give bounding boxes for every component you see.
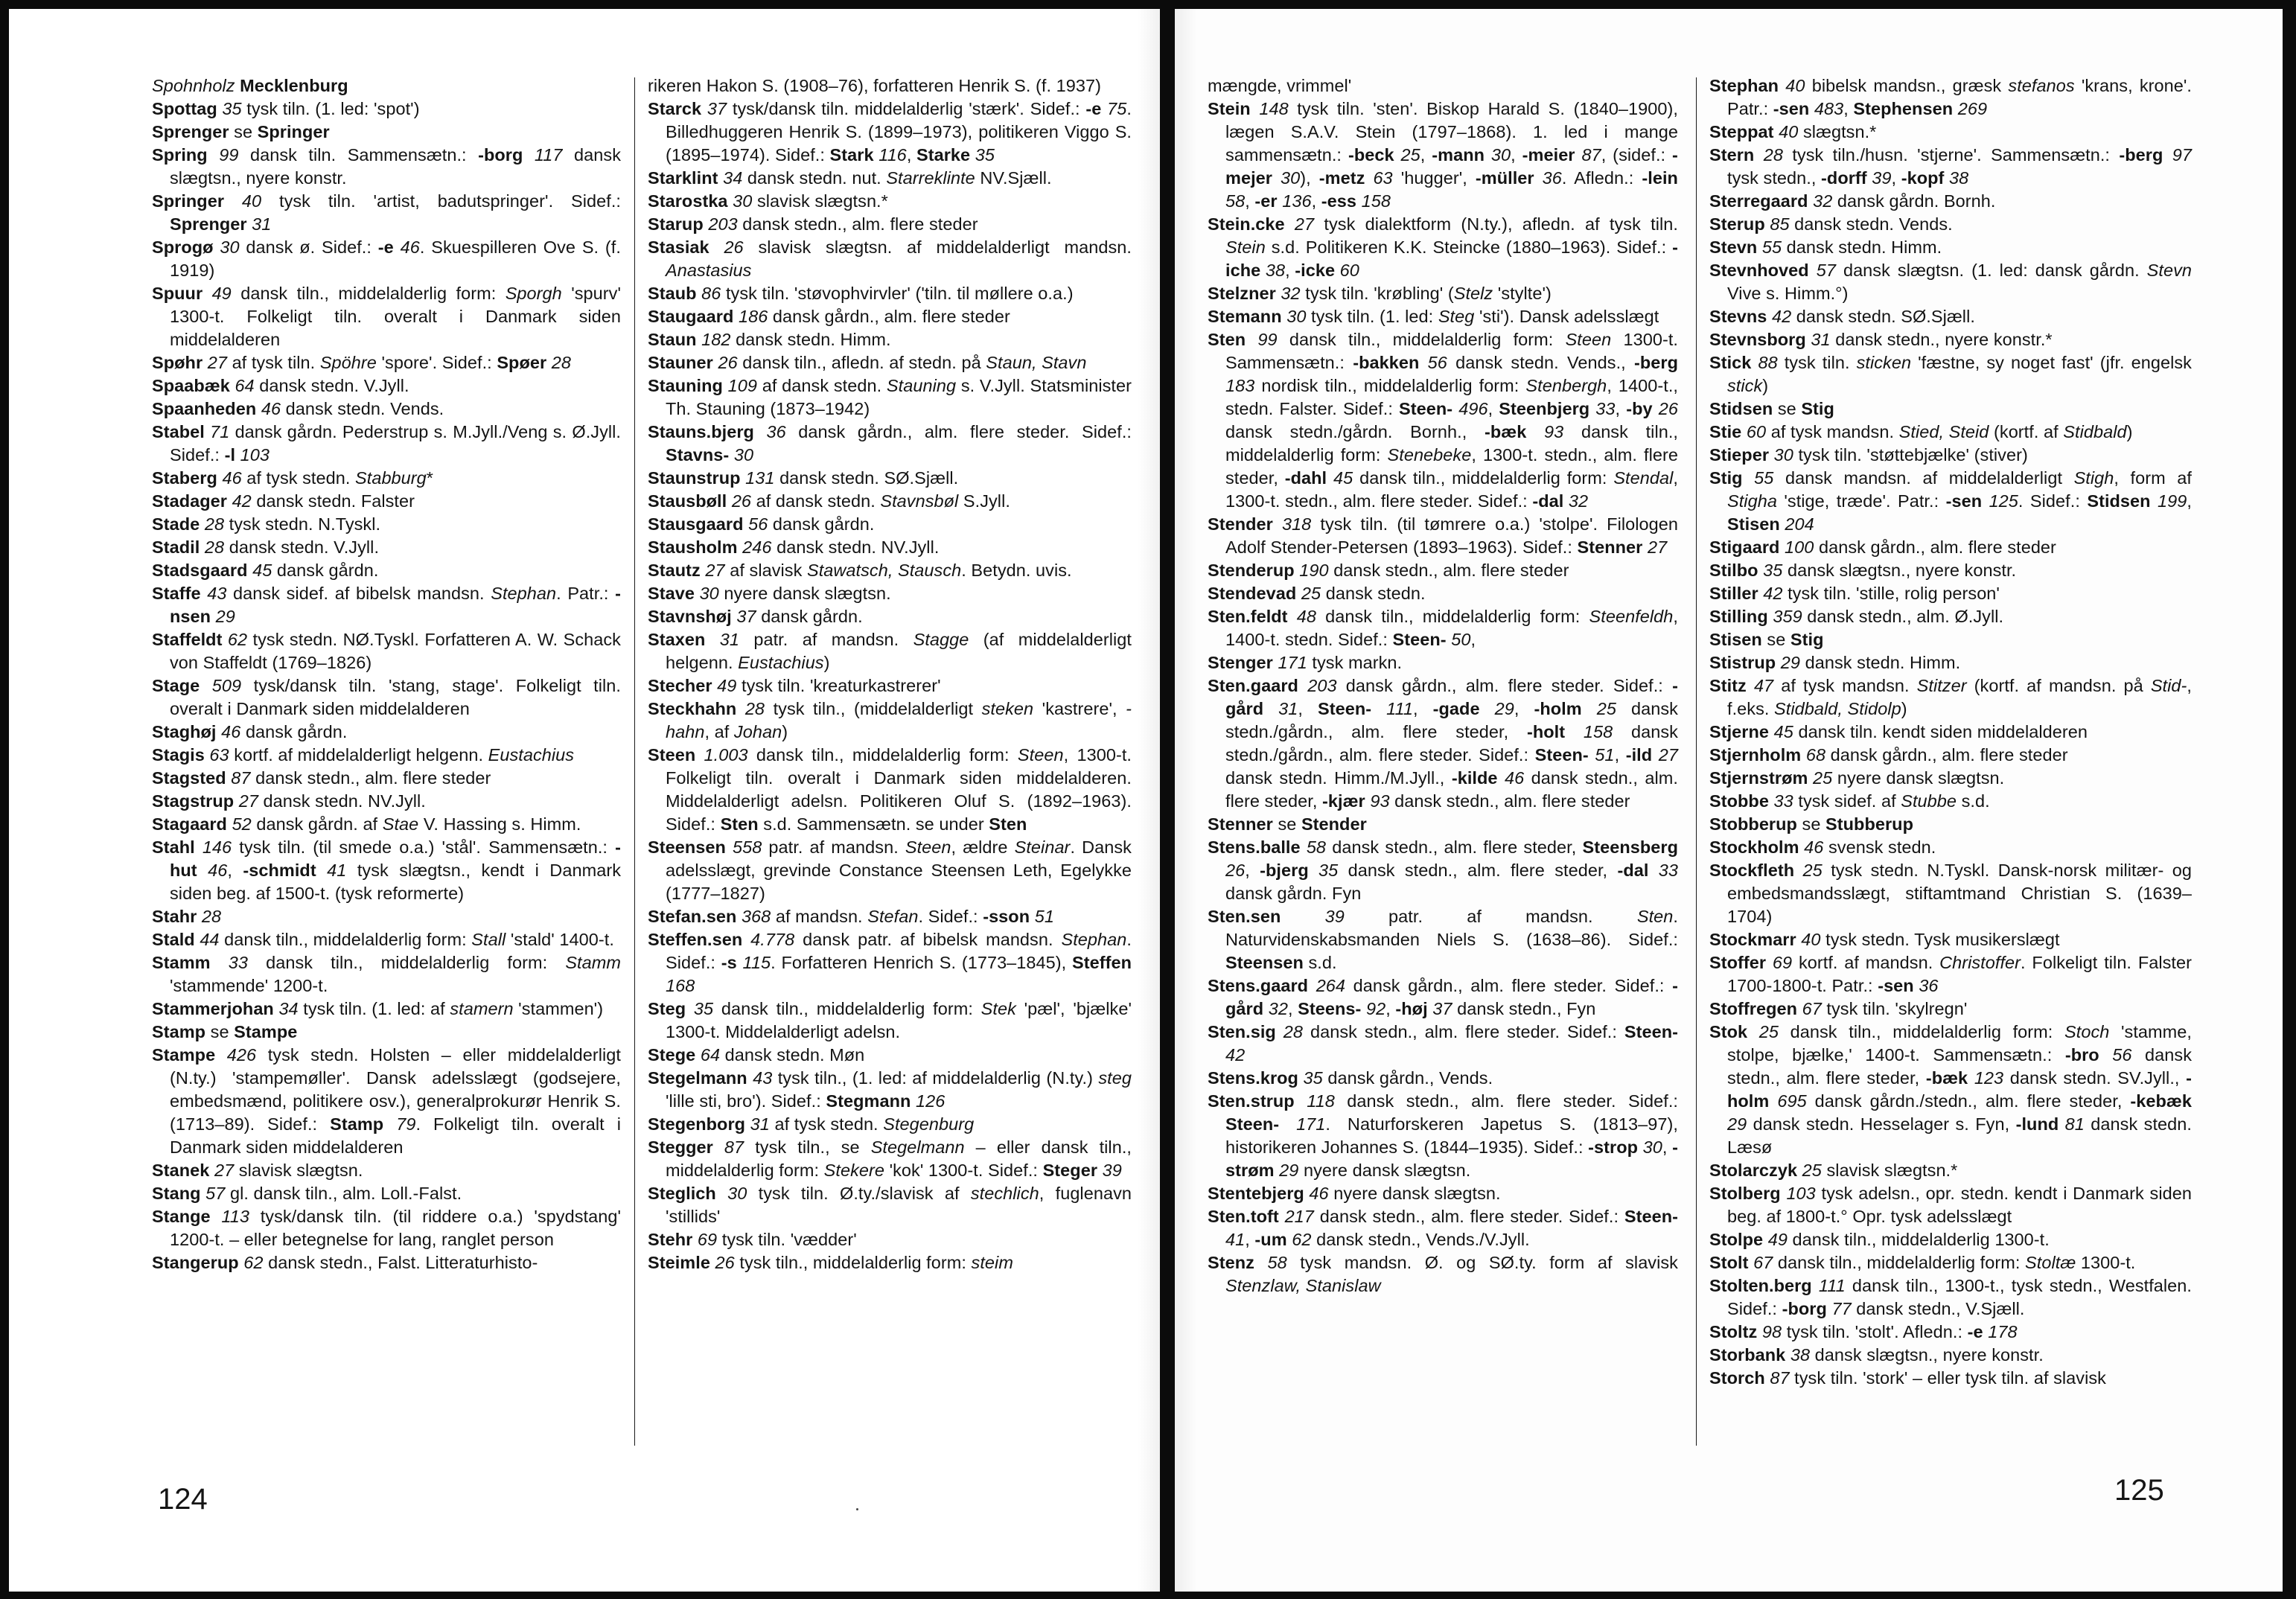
dictionary-entry: Stautz 27 af slavisk Stawatsch, Stausch. Betydn. uvis.	[648, 561, 1072, 580]
dictionary-entry: Stenz 58 tysk mandsn. Ø. og SØ.ty. form af slavisk Stenzlaw, Stanislaw	[1208, 1253, 1678, 1295]
left-column-1	[152, 74, 621, 1274]
dictionary-entry: Stoffer 69 kortf. af mandsn. Christoffer. Folkeligt tiln. Falster 1700-1800-t. Patr.: -sen 36	[1709, 953, 2192, 995]
dictionary-entry: Stevnsborg 31 dansk stedn., nyere konstr.*	[1709, 330, 2053, 349]
dictionary-entry: Stamm 33 dansk tiln., middelalderlig form: Stamm 'stammende' 1200-t.	[152, 953, 621, 995]
dictionary-entry: Staun 182 dansk stedn. Himm.	[648, 330, 891, 349]
dictionary-entry: Sten.strup 118 dansk stedn., alm. flere steder. Sidef.: Steen- 171. Naturforskeren Japetus S. (1813–97), historikeren Johannes S. (1844–1935). Sidef.: -strop 30, -strøm 29 nyere dansk slægtsn.	[1208, 1091, 1678, 1180]
dictionary-entry: Stave 30 nyere dansk slægtsn.	[648, 584, 891, 603]
dictionary-entry: Steimle 26 tysk tiln., middelalderlig form: steim	[648, 1253, 1013, 1272]
dictionary-entry: Stald 44 dansk tiln., middelalderlig form: Stall 'stald' 1400-t.	[152, 930, 614, 949]
dictionary-entry: Staberg 46 af tysk stedn. Stabburg*	[152, 468, 433, 488]
dictionary-entry: Steg 35 dansk tiln., middelalderlig form: Stek 'pæl', 'bjælke' 1300-t. Middelalderligt adelsn.	[648, 999, 1132, 1041]
dictionary-entry: Stens.gaard 264 dansk gårdn., alm. flere steder. Sidef.: -gård 32, Steens- 92, -høj 37 dansk stedn., Fyn	[1208, 976, 1678, 1018]
dictionary-entry: Stilling 359 dansk stedn., alm. Ø.Jyll.	[1709, 607, 2004, 626]
dictionary-entry: Stauns.bjerg 36 dansk gårdn., alm. flere steder. Sidef.: Stavns- 30	[648, 422, 1132, 465]
dictionary-entry: Stentebjerg 46 nyere dansk slægtsn.	[1208, 1184, 1501, 1203]
dictionary-entry: Stick 88 tysk tiln. sticken 'fæstne, sy noget fast' (jfr. engelsk stick)	[1709, 353, 2192, 395]
column-divider	[1696, 77, 1697, 1446]
dictionary-entry: Stang 57 gl. dansk tiln., alm. Loll.-Falst.	[152, 1184, 462, 1203]
dictionary-entry: Stobbe 33 tysk sidef. af Stubbe s.d.	[1709, 791, 1990, 811]
dictionary-entry: Stausholm 246 dansk stedn. NV.Jyll.	[648, 537, 940, 557]
dictionary-entry: Stemann 30 tysk tiln. (1. led: Steg 'sti'). Dansk adelsslægt	[1208, 307, 1659, 326]
dictionary-entry: Stolpe 49 dansk tiln., middelalderlig 1300-t.	[1709, 1230, 2050, 1249]
dictionary-entry: Stahr 28	[152, 907, 222, 926]
dictionary-entry: Steglich 30 tysk tiln. Ø.ty./slavisk af stechlich, fuglenavn 'stillids'	[648, 1184, 1132, 1226]
dictionary-entry: Stange 113 tysk/dansk tiln. (til riddere o.a.) 'spydstang' 1200-t. – eller betegnelse for lang, ranglet person	[152, 1207, 621, 1249]
dictionary-entry: Stigaard 100 dansk gårdn., alm. flere steder	[1709, 537, 2056, 557]
dictionary-entry: Stidsen se Stig	[1709, 399, 1834, 418]
dictionary-entry: Stahl 146 tysk tiln. (til smede o.a.) 'stål'. Sammensætn.: -hut 46, -schmidt 41 tysk slægtsn., kendt i Danmark siden beg. af 1500-t. (tysk reformerte)	[152, 837, 621, 903]
dictionary-entry: Sten.sen 39 patr. af mandsn. Sten. Naturvidenskabsmanden Niels S. (1638–86). Sidef.: Steensen s.d.	[1208, 907, 1678, 972]
dictionary-entry: Stitz 47 af tysk mandsn. Stitzer (kortf. af mandsn. på Stid-, f.eks. Stidbald, Stidolp)	[1709, 676, 2192, 718]
dictionary-entry: Stege 64 dansk stedn. Møn	[648, 1045, 865, 1065]
dictionary-entry: Sterregaard 32 dansk gårdn. Bornh.	[1709, 191, 1996, 211]
dictionary-entry: Stage 509 tysk/dansk tiln. 'stang, stage'. Folkeligt tiln. overalt i Danmark siden middelalderen	[152, 676, 621, 718]
dictionary-entry: Stegelmann 43 tysk tiln., (1. led: af middelalderlig (N.ty.) steg 'lille sti, bro'). Sidef.: Stegmann 126	[648, 1068, 1132, 1111]
dictionary-entry: Staugaard 186 dansk gårdn., alm. flere steder	[648, 307, 1010, 326]
dictionary-entry: Sten 99 dansk tiln., middelalderlig form: Steen 1300-t. Sammensætn.: -bakken 56 dansk stedn. Vends., -berg 183 nordisk tiln., middelalderlig form: Stenbergh, 1400-t., stedn. Falster. Sidef.: Steen- 496, Steenbjerg 33, -by 26 dansk stedn./gårdn. Bornh., -bæk 93 dansk tiln., middelalderlig form: Stenebeke, 1300-t. stedn., alm. flere steder, -dahl 45 dansk tiln., middelalderlig form: Stendal, 1300-t. stedn., alm. flere steder. Sidef.: -dal 32	[1208, 330, 1678, 511]
dictionary-entry: Stanek 27 slavisk slægtsn.	[152, 1161, 363, 1180]
dictionary-entry: Stagis 63 kortf. af middelalderligt helgenn. Eustachius	[152, 745, 575, 765]
dictionary-entry: Stender 318 tysk tiln. (til tømrere o.a.) 'stolpe'. Filologen Adolf Stender-Petersen (1893–1963). Sidef.: Stenner 27	[1208, 514, 1678, 557]
page-number: 125	[2114, 1474, 2164, 1507]
dictionary-entry: Staghøj 46 dansk gårdn.	[152, 722, 348, 741]
dictionary-entry: Stavnshøj 37 dansk gårdn.	[648, 607, 863, 626]
dictionary-entry: Sten.gaard 203 dansk gårdn., alm. flere steder. Sidef.: -gård 31, Steen- 111, -gade 29, -holm 25 dansk stedn./gårdn., alm. flere steder, -holt 158 dansk stedn./gårdn., alm. flere steder. Sidef.: Steen- 51, -ild 27 dansk stedn. Himm./M.Jyll., -kilde 46 dansk stedn., alm. flere steder, -kjær 93 dansk stedn., alm. flere steder	[1208, 676, 1679, 811]
dictionary-entry: Sprogø 30 dansk ø. Sidef.: -e 46. Skuespilleren Ove S. (f. 1919)	[152, 237, 621, 280]
dictionary-entry: Starup 203 dansk stedn., alm. flere steder	[648, 214, 978, 234]
dictionary-entry: Stens.krog 35 dansk gårdn., Vends.	[1208, 1068, 1493, 1088]
dictionary-entry: Stendevad 25 dansk stedn.	[1208, 584, 1426, 603]
right-column-1	[1208, 74, 1678, 1298]
dictionary-entry: Stockmarr 40 tysk stedn. Tysk musikerslægt	[1709, 930, 2060, 949]
dictionary-entry: Stisen se Stig	[1709, 630, 1824, 649]
dictionary-entry: Stenger 171 tysk markn.	[1208, 653, 1403, 672]
dictionary-entry: Stok 25 dansk tiln., middelalderlig form: Stoch 'stamme, stolpe, bjælke,' 1400-t. Sammensætn.: -bro 56 dansk stedn., alm. flere steder, -bæk 123 dansk stedn. SV.Jyll., -holm 695 dansk gårdn./stedn., alm. flere steder, -kebæk 29 dansk stedn. Hesselager s. Fyn, -lund 81 dansk stedn. Læsø	[1709, 1022, 2192, 1157]
dictionary-entry: Stadsgaard 45 dansk gårdn.	[152, 561, 379, 580]
dictionary-entry: Stabel 71 dansk gårdn. Pederstrup s. M.Jyll./Veng s. Ø.Jyll. Sidef.: -l 103	[152, 422, 621, 465]
dictionary-entry: Spring 99 dansk tiln. Sammensætn.: -borg 117 dansk slægtsn., nyere konstr.	[152, 145, 621, 188]
gutter-shadow	[1138, 9, 1160, 1592]
dictionary-entry: Stens.balle 58 dansk stedn., alm. flere steder, Steensberg 26, -bjerg 35 dansk stedn., alm. flere steder, -dal 33 dansk gårdn. Fyn	[1208, 837, 1678, 903]
dictionary-entry: Stockholm 46 svensk stedn.	[1709, 837, 1936, 857]
dictionary-entry: Steppat 40 slægtsn.*	[1709, 122, 1877, 141]
dictionary-entry: rikeren Hakon S. (1908–76), forfatteren Henrik S. (f. 1937)	[648, 76, 1102, 95]
dictionary-entry: Stiller 42 tysk tiln. 'stille, rolig person'	[1709, 584, 2000, 603]
dictionary-entry: Stangerup 62 dansk stedn., Falst. Litteraturhisto-	[152, 1253, 538, 1272]
page-number: 124	[158, 1483, 208, 1516]
dictionary-entry: Stolt 67 dansk tiln., middelalderlig form: Stoltæ 1300-t.	[1709, 1253, 2136, 1272]
dictionary-entry: Stausgaard 56 dansk gårdn.	[648, 514, 875, 534]
dictionary-entry: Stein.cke 27 tysk dialektform (N.ty.), afledn. af tysk tiln. Stein s.d. Politikeren K.K. Steincke (1880–1963). Sidef.: -iche 38, -icke 60	[1208, 214, 1678, 280]
dictionary-entry: Steen 1.003 dansk tiln., middelalderlig form: Steen, 1300-t. Folkeligt tiln. overalt i Danmark siden middelalderen. Middelalderligt adelsn. Politikeren Oluf S. (1892–1963). Sidef.: Sten s.d. Sammensætn. se under Sten	[648, 745, 1132, 834]
dictionary-entry: Stasiak 26 slavisk slægtsn. af middelalderligt mandsn. Anastasius	[648, 237, 1132, 280]
dictionary-entry: Spottag 35 tysk tiln. (1. led: 'spot')	[152, 99, 420, 118]
dictionary-entry: Stade 28 tysk stedn. N.Tyskl.	[152, 514, 381, 534]
dictionary-entry: Stelzner 32 tysk tiln. 'krøbling' (Stelz 'stylte')	[1208, 284, 1552, 303]
dictionary-entry: Stagstrup 27 dansk stedn. NV.Jyll.	[152, 791, 426, 811]
dictionary-entry: Stjernholm 68 dansk gårdn., alm. flere steder	[1709, 745, 2068, 765]
dictionary-entry: Spuur 49 dansk tiln., middelalderlig form: Sporgh 'spurv' 1300-t. Folkeligt tiln. overalt i Danmark siden middelalderen	[152, 284, 621, 349]
dictionary-entry: Spøhr 27 af tysk tiln. Spöhre 'spore'. Sidef.: Spøer 28	[152, 353, 572, 372]
dictionary-entry: Stolarczyk 25 slavisk slægtsn.*	[1709, 1161, 1958, 1180]
dictionary-entry: Stig 55 dansk mandsn. af middelalderligt Stigh, form af Stigha 'stige, træde'. Patr.: -sen 125. Sidef.: Stidsen 199, Stisen 204	[1709, 468, 2192, 534]
dictionary-entry: Stenderup 190 dansk stedn., alm. flere steder	[1208, 561, 1569, 580]
dictionary-entry: Staub 86 tysk tiln. 'støvophvirvler' ('tiln. til møllere o.a.)	[648, 284, 1074, 303]
dictionary-entry: Stegenborg 31 af tysk stedn. Stegenburg	[648, 1114, 975, 1134]
dictionary-entry: Starklint 34 dansk stedn. nut. Starreklinte NV.Sjæll.	[648, 168, 1052, 188]
dictionary-entry: Stephan 40 bibelsk mandsn., græsk stefanos 'krans, krone'. Patr.: -sen 483, Stephensen 269	[1709, 76, 2193, 118]
page-speck	[856, 1508, 858, 1510]
dictionary-entry: Starck 37 tysk/dansk tiln. middelalderlig 'stærk'. Sidef.: -e 75. Billedhuggeren Henrik S. (1899–1973), politikeren Viggo S. (1895–1974). Sidef.: Stark 116, Starke 35	[648, 99, 1132, 165]
left-column-2	[648, 74, 1132, 1274]
dictionary-entry: Stein 148 tysk tiln. 'sten'. Biskop Harald S. (1840–1900), lægen S.A.V. Stein (1797–1868). 1. led i mange sammensætn.: -beck 25, -mann 30, -meier 87, (sidef.: -mejer 30), -metz 63 'hugger', -müller 36. Afledn.: -lein 58, -er 136, -ess 158	[1208, 99, 1678, 211]
dictionary-entry: Stadager 42 dansk stedn. Falster	[152, 491, 415, 511]
dictionary-entry: Stobberup se Stubberup	[1709, 814, 1913, 834]
dictionary-entry: Sterup 85 dansk stedn. Vends.	[1709, 214, 1953, 234]
dictionary-entry: Stefan.sen 368 af mandsn. Stefan. Sidef.: -sson 51	[648, 907, 1054, 926]
right-page	[1175, 9, 2283, 1592]
dictionary-entry: Steckhahn 28 tysk tiln., (middelalderligt steken 'kastrere', -hahn, af Johan)	[648, 699, 1132, 741]
dictionary-entry: Spohnholz Mecklenburg	[152, 76, 348, 95]
dictionary-entry: Storch 87 tysk tiln. 'stork' – eller tysk tiln. af slavisk	[1709, 1368, 2106, 1388]
dictionary-entry: Stern 28 tysk tiln./husn. 'stjerne'. Sammensætn.: -berg 97 tysk stedn., -dorff 39, -kopf 38	[1709, 145, 2192, 188]
dictionary-entry: Staffeldt 62 tysk stedn. NØ.Tyskl. Forfatteren A. W. Schack von Staffeldt (1769–1826)	[152, 630, 621, 672]
dictionary-entry: Stadil 28 dansk stedn. V.Jyll.	[152, 537, 380, 557]
dictionary-entry: Stolten.berg 111 dansk tiln., 1300-t., tysk stedn., Westfalen. Sidef.: -borg 77 dansk stedn., V.Sjæll.	[1709, 1276, 2192, 1318]
dictionary-entry: Stistrup 29 dansk stedn. Himm.	[1709, 653, 1961, 672]
dictionary-entry: Stamp se Stampe	[152, 1022, 298, 1041]
dictionary-entry: Sprenger se Springer	[152, 122, 330, 141]
dictionary-entry: Stjerne 45 dansk tiln. kendt siden middelalderen	[1709, 722, 2088, 741]
left-page	[9, 9, 1160, 1592]
dictionary-entry: Stehr 69 tysk tiln. 'vædder'	[648, 1230, 857, 1249]
dictionary-entry: Stevnhoved 57 dansk slægtsn. (1. led: dansk gårdn. Stevn Vive s. Himm.°)	[1709, 261, 2192, 303]
dictionary-entry: Staunstrup 131 dansk stedn. SØ.Sjæll.	[648, 468, 959, 488]
dictionary-entry: mængde, vrimmel'	[1208, 76, 1352, 95]
dictionary-entry: Springer 40 tysk tiln. 'artist, badutspringer'. Sidef.: Sprenger 31	[152, 191, 621, 234]
dictionary-entry: Sten.toft 217 dansk stedn., alm. flere steder. Sidef.: Steen- 41, -um 62 dansk stedn., Vends./V.Jyll.	[1208, 1207, 1678, 1249]
dictionary-entry: Staxen 31 patr. af mandsn. Stagge (af middelalderligt helgenn. Eustachius)	[648, 630, 1132, 672]
dictionary-entry: Spaanheden 46 dansk stedn. Vends.	[152, 399, 444, 418]
dictionary-entry: Sten.sig 28 dansk stedn., alm. flere steder. Sidef.: Steen- 42	[1208, 1022, 1678, 1065]
dictionary-entry: Steensen 558 patr. af mandsn. Steen, ældre Steinar. Dansk adelsslægt, grevinde Constance Steensen Leth, Egelykke (1777–1827)	[648, 837, 1132, 903]
dictionary-entry: Stagsted 87 dansk stedn., alm. flere steder	[152, 768, 491, 788]
dictionary-entry: Stauner 26 dansk tiln., afledn. af stedn. på Staun, Stavn	[648, 353, 1087, 372]
dictionary-entry: Stockfleth 25 tysk stedn. N.Tyskl. Dansk-norsk militær- og embedsmandsslægt, stiftamtmand Christian S. (1639–1704)	[1709, 861, 2192, 926]
gutter-shadow	[1175, 9, 1197, 1592]
dictionary-entry: Stammerjohan 34 tysk tiln. (1. led: af stamern 'stammen')	[152, 999, 604, 1018]
column-divider	[634, 77, 635, 1446]
dictionary-entry: Stevns 42 dansk stedn. SØ.Sjæll.	[1709, 307, 1975, 326]
dictionary-entry: Storbank 38 dansk slægtsn., nyere konstr.	[1709, 1345, 2044, 1365]
dictionary-entry: Stolberg 103 tysk adelsn., opr. stedn. kendt i Danmark siden beg. af 1800-t.° Opr. tysk adelsslægt	[1709, 1184, 2192, 1226]
dictionary-entry: Starostka 30 slavisk slægtsn.*	[648, 191, 888, 211]
dictionary-entry: Spaabæk 64 dansk stedn. V.Jyll.	[152, 376, 409, 395]
dictionary-entry: Sten.feldt 48 dansk tiln., middelalderlig form: Steenfeldh, 1400-t. stedn. Sidef.: Steen- 50,	[1208, 607, 1678, 649]
right-column-2	[1709, 74, 2192, 1390]
dictionary-entry: Stecher 49 tysk tiln. 'kreaturkastrerer'	[648, 676, 941, 695]
dictionary-entry: Stoltz 98 tysk tiln. 'stolt'. Afledn.: -e 178	[1709, 1322, 2018, 1341]
dictionary-entry: Stampe 426 tysk stedn. Holsten – eller middelalderligt (N.ty.) 'stampemøller'. Dansk adelsslægt (godsejere, embedsmænd, politikere osv.), generalprokurør Henrik S. (1713–89). Sidef.: Stamp 79. Folkeligt tiln. overalt i Danmark siden middelalderen	[152, 1045, 621, 1157]
dictionary-entry: Stieper 30 tysk tiln. 'støttebjælke' (stiver)	[1709, 445, 2028, 465]
dictionary-entry: Stegger 87 tysk tiln., se Stegelmann – eller dansk tiln., middelalderlig form: Stekere 'kok' 1300-t. Sidef.: Steger 39	[648, 1137, 1132, 1180]
dictionary-entry: Stauning 109 af dansk stedn. Stauning s. V.Jyll. Statsminister Th. Stauning (1873–1942)	[648, 376, 1132, 418]
dictionary-entry: Stie 60 af tysk mandsn. Stied, Steid (kortf. af Stidbald)	[1709, 422, 2133, 441]
dictionary-entry: Staffe 43 dansk sidef. af bibelsk mandsn. Stephan. Patr.: -nsen 29	[152, 584, 621, 626]
dictionary-entry: Stevn 55 dansk stedn. Himm.	[1709, 237, 1942, 257]
dictionary-entry: Steffen.sen 4.778 dansk patr. af bibelsk mandsn. Stephan. Sidef.: -s 115. Forfatteren Henrich S. (1773–1845), Steffen 168	[648, 930, 1132, 995]
dictionary-entry: Stausbøll 26 af dansk stedn. Stavnsbøl S.Jyll.	[648, 491, 1010, 511]
dictionary-entry: Stenner se Stender	[1208, 814, 1367, 834]
dictionary-entry: Stagaard 52 dansk gårdn. af Stae V. Hassing s. Himm.	[152, 814, 581, 834]
dictionary-entry: Stoffregen 67 tysk tiln. 'skylregn'	[1709, 999, 1968, 1018]
dictionary-entry: Stilbo 35 dansk slægtsn., nyere konstr.	[1709, 561, 2017, 580]
dictionary-entry: Stjernstrøm 25 nyere dansk slægtsn.	[1709, 768, 2005, 788]
